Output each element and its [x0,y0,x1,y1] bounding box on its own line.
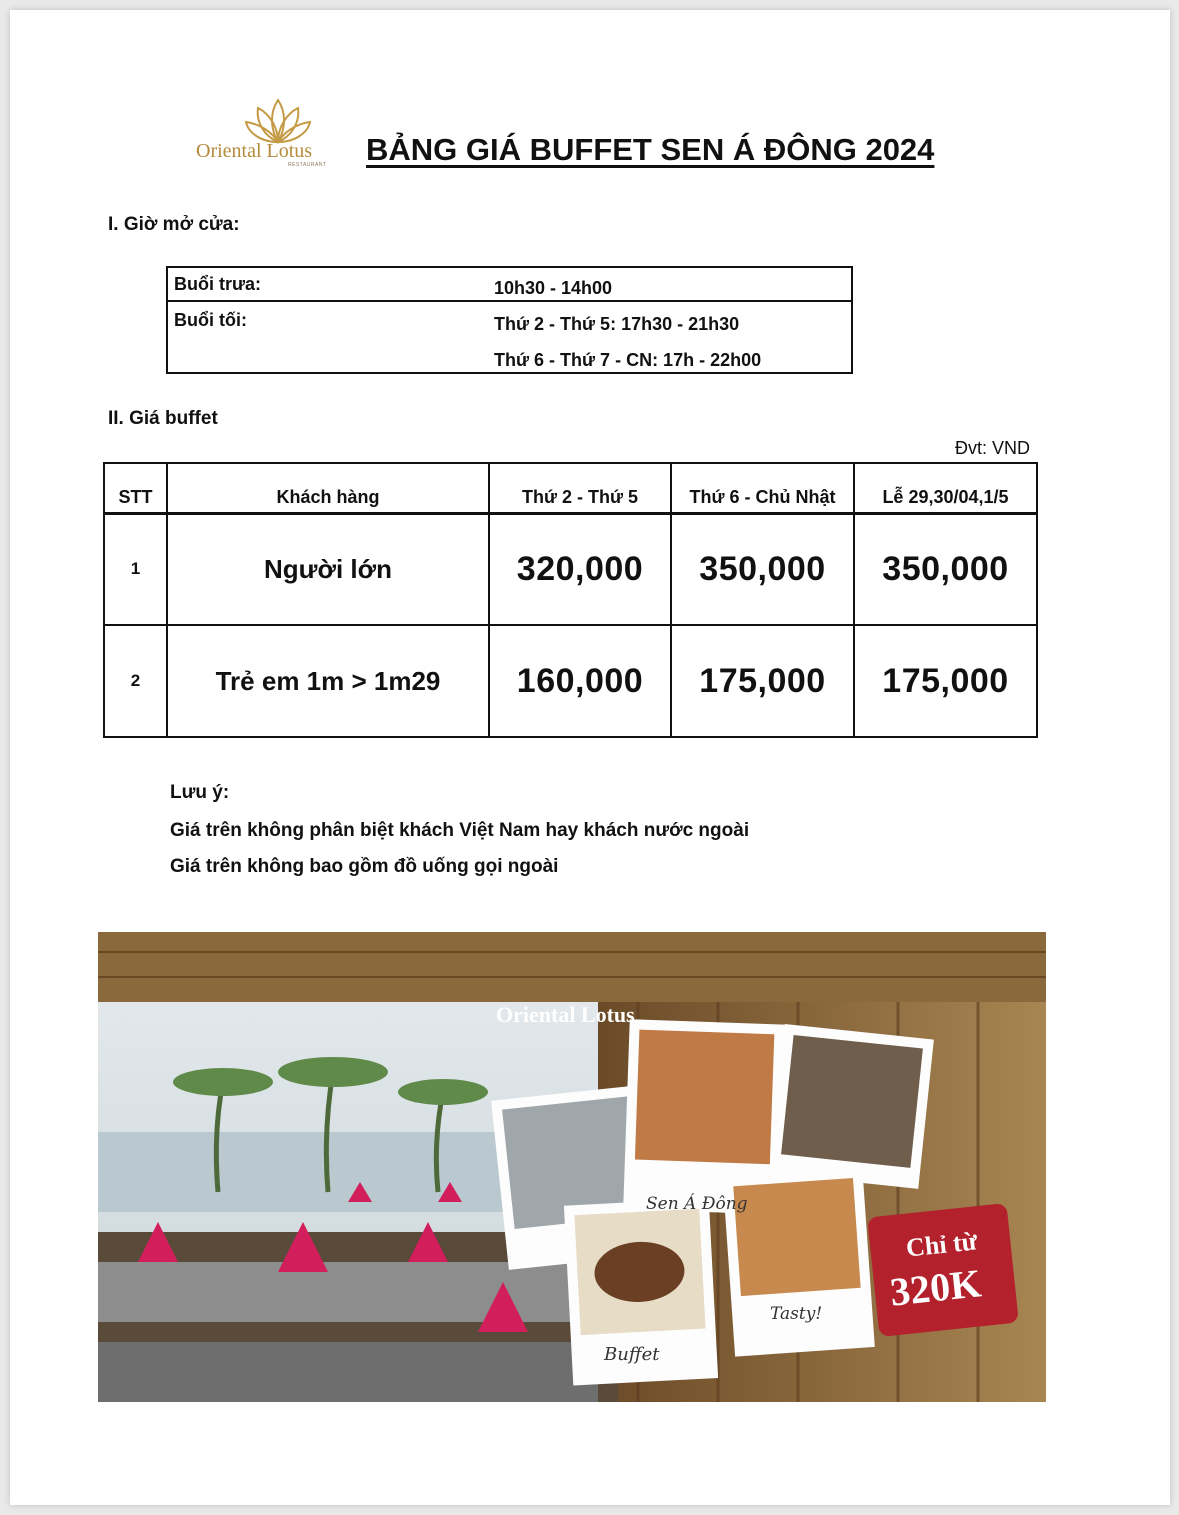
note-line-1: Giá trên không phân biệt khách Việt Nam hay khách nước ngoài [170,820,750,841]
banner-caption-buffet: Buffet [604,1344,660,1365]
hours-row-lunch [168,268,851,302]
lunch-value: 10h30 - 14h00 [494,278,613,298]
badge-price: 320K [887,1260,984,1315]
document-page [10,10,1170,1505]
header-weekend: Thứ 6 - Chủ Nhật [671,463,854,513]
table-row [104,513,1037,625]
currency-unit: Đvt: VND [954,438,1030,458]
header-stt: STT [104,463,167,513]
price-weekday: 160,000 [489,625,671,737]
notes-label: Lưu ý: [170,782,230,803]
price-holiday: 350,000 [854,513,1037,625]
opening-hours-table [166,266,853,374]
banner-caption-tasty: Tasty! [770,1304,823,1324]
row-customer: Trẻ em 1m > 1m29 [167,625,489,737]
dinner-value-weekend: Thứ 6 - Thứ 7 - CN: 17h - 22h00 [494,350,762,370]
price-table-header [104,463,1037,513]
table-row [104,625,1037,737]
lunch-label: Buổi trưa: [174,274,262,294]
brand-logo [190,98,330,184]
badge-label: Chỉ từ [904,1226,979,1263]
price-weekend: 175,000 [671,625,854,737]
banner-caption-sen-a-dong: Sen Á Đông [646,1194,748,1214]
page-title: BẢNG GIÁ BUFFET SEN Á ĐÔNG 2024 [366,132,935,167]
dinner-label: Buổi tối: [174,310,247,330]
row-customer: Người lớn [167,513,489,625]
dinner-value-weekday: Thứ 2 - Thứ 5: 17h30 - 21h30 [494,314,740,334]
price-holiday: 175,000 [854,625,1037,737]
row-stt: 1 [104,513,167,625]
header-weekday: Thứ 2 - Thứ 5 [489,463,671,513]
price-weekend: 350,000 [671,513,854,625]
price-weekday: 320,000 [489,513,671,625]
price-table [103,462,1038,738]
logo-subtitle: RESTAURANT [288,162,327,168]
row-stt: 2 [104,625,167,737]
section-price-heading: II. Giá buffet [108,408,218,429]
header-customer: Khách hàng [167,463,489,513]
logo-text: Oriental Lotus [196,140,313,162]
note-line-2: Giá trên không bao gồm đồ uống gọi ngoài [170,856,559,877]
promo-banner [98,932,1046,1402]
header-holiday: Lễ 29,30/04,1/5 [854,463,1037,513]
section-hours-heading: I. Giờ mở cửa: [108,214,240,235]
banner-logo-text: Oriental Lotus [496,1002,635,1027]
